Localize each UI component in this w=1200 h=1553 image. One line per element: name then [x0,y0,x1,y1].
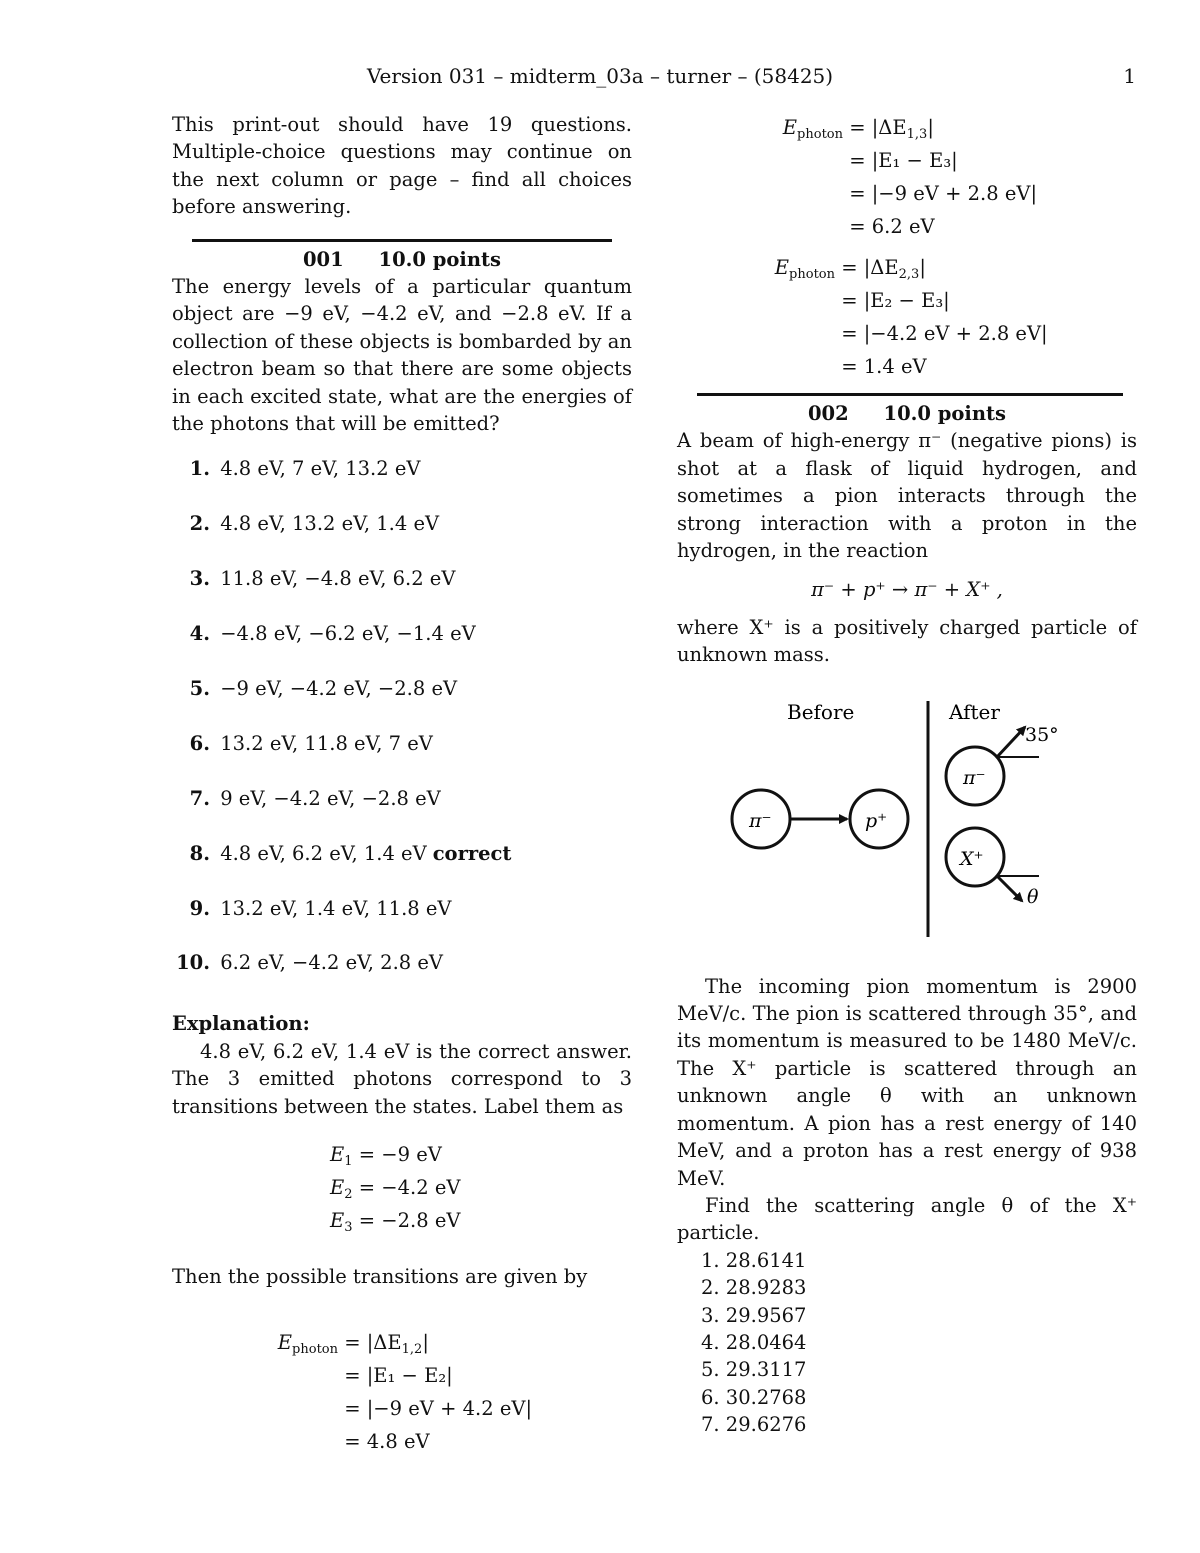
choice-text: 4.8 eV, 6.2 eV, 1.4 eV [220,841,427,865]
question-points: 10.0 points [378,247,501,271]
choice-text: −9 eV, −4.2 eV, −2.8 eV [220,677,458,701]
scattering-diagram-svg [677,691,1137,941]
question-points: 10.0 points [883,402,1006,425]
equation-line: $E_{photon} = |\Delta E_{1,3}|$ [782,116,934,142]
question-1-header [172,246,632,273]
scattering-diagram [677,691,1137,941]
equation-line: = |−9 eV + 4.2 eV| [344,1397,533,1421]
choice-item[interactable] [172,895,632,950]
transitions-intro: Then the possible transitions are given by [172,1265,588,1288]
choice-text: 4.8 eV, 7 eV, 13.2 eV [220,457,421,481]
answer-list [701,1247,1137,1439]
pion-scatter-arrow [997,727,1025,757]
page-number: 1 [1123,64,1136,88]
choice-item[interactable] [172,620,632,675]
page-header: Version 031 – midterm_03a – turner – (58425) [366,64,834,88]
choice-number: 5. [189,677,210,701]
choice-number: 9. [189,896,210,920]
proton-label: p⁺ [865,809,888,832]
question-number: 002 [807,402,849,425]
answer-option[interactable]: 6. 30.2768 [701,1385,807,1409]
transition-2-3-equations [677,251,1137,383]
choice-item[interactable] [172,510,632,565]
transition-1-2-equations [172,1326,632,1458]
question-divider [697,393,1123,396]
angle-label: 35° [1025,723,1059,746]
after-label: After [949,699,1000,724]
right-column [677,111,1137,1438]
answer-option[interactable]: 7. 29.6276 [701,1413,807,1437]
intro-text: This print-out should have 19 questions. Multiple-choice questions may continue on the next column or page – find all choices before answering. [172,113,632,219]
pion-before-label: π⁻ [749,809,772,832]
answer-option[interactable]: 1. 28.6141 [701,1248,807,1272]
equation-line: = |E₁ − E₃| [849,149,958,172]
equation-line: = |E₂ − E₃| [841,289,950,312]
x-particle-label: X⁺ [960,847,984,870]
choice-item[interactable] [172,949,632,1004]
choice-number: 6. [189,731,210,755]
choice-text: 11.8 eV, −4.8 eV, 6.2 eV [220,567,456,591]
energy-level-equations [172,1138,632,1237]
question-2-data-text: The incoming pion momentum is 2900 MeV/c. The pion is scattered through 35°, and its momentum is measured to be 1480 MeV/c. The X⁺ particle is scattered through an unknown angle θ with an unknown momentum. A pion has a rest energy of 140 MeV, and a proton has a rest energy of 938 MeV. [677,974,1137,1190]
choice-number: 2. [189,512,210,536]
equation-line: = 4.8 eV [344,1430,430,1454]
theta-label: θ [1027,885,1039,908]
question-2-text-cont: where X⁺ is a positively charged particle of unknown mass. [677,615,1137,667]
choice-text: 13.2 eV, 1.4 eV, 11.8 eV [220,896,452,920]
equation-line: = |E₁ − E₂| [344,1364,453,1388]
transition-1-3-equations [677,111,1137,243]
equation-line: $E_1 = -9$ eV [330,1143,442,1169]
explanation-heading: Explanation: [172,1012,310,1036]
choice-item[interactable] [172,730,632,785]
equation-line: $E_3 = -2.8$ eV [330,1209,461,1235]
choice-number: 7. [189,786,210,810]
choice-number: 10. [176,951,210,975]
choice-number: 4. [189,622,210,646]
choice-item[interactable] [172,675,632,730]
explanation-text: 4.8 eV, 6.2 eV, 1.4 eV is the correct answer. The 3 emitted photons correspond to 3 transitions between the states. Label them as [172,1039,632,1118]
reaction-equation: π⁻ + p⁺ → π⁻ + X⁺ , [811,578,1003,602]
choice-list [172,455,632,1004]
question-2-text: A beam of high-energy π⁻ (negative pions) is shot at a flask of liquid hydrogen, and sometimes a pion interacts through the strong interaction with a proton in the hydrogen, in the reaction [677,429,1137,563]
equation-line: $E_{photon} = |\Delta E_{1,2}|$ [277,1331,429,1358]
equation-line: $E_{photon} = |\Delta E_{2,3}|$ [774,256,926,282]
equation-line: = 6.2 eV [849,215,935,238]
answer-option[interactable]: 4. 28.0464 [701,1330,807,1354]
equation-line: $E_2 = -4.2$ eV [330,1176,461,1202]
choice-number: 8. [189,841,210,865]
choice-number: 1. [189,457,210,481]
equation-line: = |−9 eV + 2.8 eV| [849,182,1038,205]
equation-line: = |−4.2 eV + 2.8 eV| [841,322,1048,345]
equation-line: = 1.4 eV [841,355,927,378]
choice-text: 9 eV, −4.2 eV, −2.8 eV [220,786,441,810]
choice-text: 4.8 eV, 13.2 eV, 1.4 eV [220,512,440,536]
choice-number: 3. [189,567,210,591]
choice-item-correct[interactable] [172,840,632,895]
choice-item[interactable] [172,565,632,620]
choice-item[interactable] [172,785,632,840]
x-scatter-arrow [997,876,1022,901]
choice-item[interactable] [172,455,632,510]
choice-text: 6.2 eV, −4.2 eV, 2.8 eV [220,951,444,975]
question-number: 001 [302,247,344,271]
answer-option[interactable]: 2. 28.9283 [701,1276,807,1300]
pion-after-label: π⁻ [963,766,986,789]
choice-text: 13.2 eV, 11.8 eV, 7 eV [220,731,433,755]
question-1-text: The energy levels of a particular quantum object are −9 eV, −4.2 eV, and −2.8 eV. If a collection of these objects is bombarded by an electron beam so that there are some objects in each excited state, what are the energies of the photons that will be emitted? [172,275,632,436]
correct-label: correct [432,841,512,865]
before-label: Before [787,699,855,724]
left-column [172,111,632,1458]
question-2-header [677,400,1137,427]
answer-option[interactable]: 3. 29.9567 [701,1303,807,1327]
choice-text: −4.8 eV, −6.2 eV, −1.4 eV [220,622,476,646]
question-divider [192,239,612,242]
question-2-prompt: Find the scattering angle θ of the X⁺ particle. [677,1193,1137,1245]
answer-option[interactable]: 5. 29.3117 [701,1358,807,1382]
